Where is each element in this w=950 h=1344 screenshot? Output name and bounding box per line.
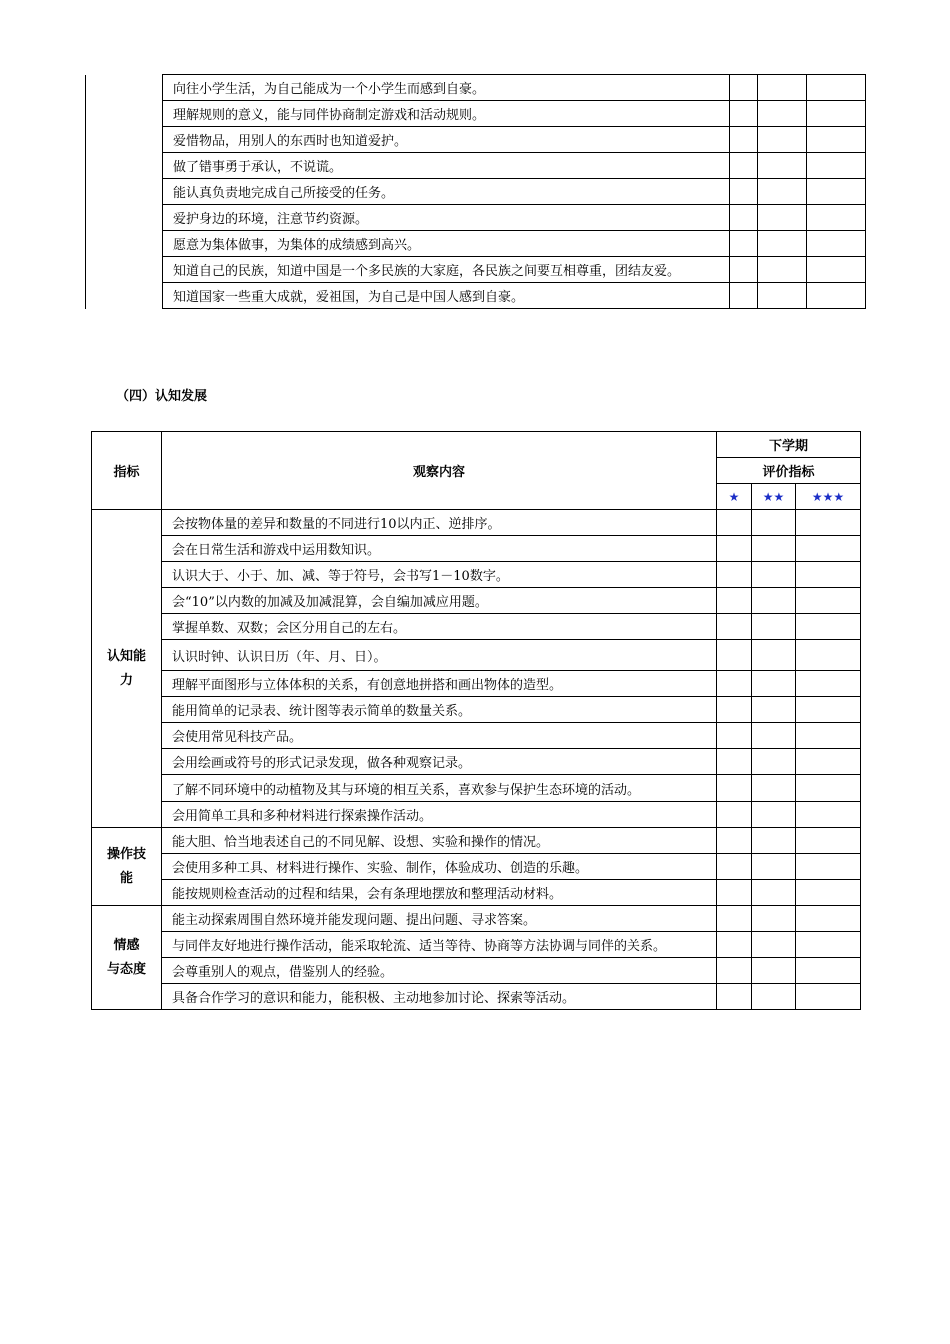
rating-cell-1[interactable]	[730, 205, 758, 231]
table-cognitive-development	[91, 431, 861, 1010]
rating-cell-1[interactable]	[717, 536, 752, 562]
rating-cell-3[interactable]	[807, 179, 866, 205]
rating-cell-2[interactable]	[752, 671, 796, 697]
table1-body	[86, 75, 866, 309]
table-row	[92, 932, 861, 958]
category-label: 认知能 力	[92, 510, 162, 828]
observation-text: 爱护身边的环境，注意节约资源。	[163, 205, 730, 231]
rating-cell-1[interactable]	[717, 510, 752, 536]
rating-cell-2[interactable]	[758, 283, 807, 309]
star-rating-3: ★★★	[796, 484, 861, 510]
observation-text: 会按物体量的差异和数量的不同进行10以内正、逆排序。	[162, 510, 717, 536]
rating-cell-3[interactable]	[807, 101, 866, 127]
rating-cell-1[interactable]	[717, 723, 752, 749]
table-row	[86, 75, 866, 101]
table-row	[92, 828, 861, 854]
table-row	[92, 880, 861, 906]
rating-cell-3[interactable]	[807, 75, 866, 101]
rating-cell-1[interactable]	[717, 880, 752, 906]
table-row	[92, 749, 861, 775]
header-semester: 下学期	[717, 432, 861, 458]
star-rating-1: ★	[717, 484, 752, 510]
category-label: 操作技 能	[92, 828, 162, 906]
rating-cell-2[interactable]	[752, 932, 796, 958]
table-row	[86, 257, 866, 283]
rating-cell-3[interactable]	[796, 932, 861, 958]
rating-cell-2[interactable]	[758, 101, 807, 127]
rating-cell-3[interactable]	[796, 958, 861, 984]
rating-cell-3[interactable]	[807, 127, 866, 153]
rating-cell-3[interactable]	[796, 828, 861, 854]
rating-cell-2[interactable]	[752, 749, 796, 775]
rating-cell-2[interactable]	[752, 802, 796, 828]
category-cell	[86, 75, 163, 309]
rating-cell-1[interactable]	[717, 562, 752, 588]
observation-text: 做了错事勇于承认，不说谎。	[163, 153, 730, 179]
table-row	[86, 283, 866, 309]
rating-cell-3[interactable]	[796, 802, 861, 828]
rating-cell-3[interactable]	[796, 854, 861, 880]
rating-cell-1[interactable]	[717, 958, 752, 984]
table-row	[86, 179, 866, 205]
rating-cell-3[interactable]	[796, 588, 861, 614]
rating-cell-1[interactable]	[717, 671, 752, 697]
rating-cell-1[interactable]	[717, 906, 752, 932]
category-label: 情感 与态度	[92, 906, 162, 1010]
rating-cell-2[interactable]	[752, 562, 796, 588]
table-row	[92, 984, 861, 1010]
table-row	[92, 588, 861, 614]
table-row	[92, 640, 861, 671]
rating-cell-1[interactable]	[717, 588, 752, 614]
rating-cell-2[interactable]	[752, 640, 796, 671]
rating-cell-2[interactable]	[758, 179, 807, 205]
observation-text: 会用简单工具和多种材料进行探索操作活动。	[162, 802, 717, 828]
table-row	[92, 536, 861, 562]
table-row	[86, 231, 866, 257]
table-row	[86, 153, 866, 179]
rating-cell-3[interactable]	[796, 614, 861, 640]
table-row	[92, 614, 861, 640]
rating-cell-1[interactable]	[717, 775, 752, 802]
observation-text: 能用简单的记录表、统计图等表示简单的数量关系。	[162, 697, 717, 723]
observation-text: 会尊重别人的观点，借鉴别人的经验。	[162, 958, 717, 984]
observation-text: 认识大于、小于、加、减、等于符号，会书写1－10数字。	[162, 562, 717, 588]
rating-cell-3[interactable]	[807, 231, 866, 257]
rating-cell-2[interactable]	[758, 205, 807, 231]
table-row	[92, 958, 861, 984]
rating-cell-3[interactable]	[796, 697, 861, 723]
table-row	[86, 205, 866, 231]
observation-text: 知道国家一些重大成就，爱祖国，为自己是中国人感到自豪。	[163, 283, 730, 309]
observation-text: 会使用常见科技产品。	[162, 723, 717, 749]
rating-cell-1[interactable]	[717, 614, 752, 640]
rating-cell-3[interactable]	[796, 906, 861, 932]
rating-cell-2[interactable]	[752, 828, 796, 854]
rating-cell-3[interactable]	[796, 984, 861, 1010]
rating-cell-2[interactable]	[752, 697, 796, 723]
observation-text: 掌握单数、双数；会区分用自己的左右。	[162, 614, 717, 640]
rating-cell-1[interactable]	[717, 828, 752, 854]
rating-cell-3[interactable]	[796, 640, 861, 671]
table-row	[92, 697, 861, 723]
table-row	[92, 671, 861, 697]
section-title: （四）认知发展	[116, 389, 208, 404]
rating-cell-2[interactable]	[752, 880, 796, 906]
header-indicator: 指标	[92, 432, 162, 510]
rating-cell-2[interactable]	[752, 958, 796, 984]
observation-text: 能按规则检查活动的过程和结果，会有条理地摆放和整理活动材料。	[162, 880, 717, 906]
header-row-semester	[92, 432, 861, 458]
rating-cell-1[interactable]	[730, 179, 758, 205]
star-rating-2: ★★	[752, 484, 796, 510]
observation-text: 爱惜物品，用别人的东西时也知道爱护。	[163, 127, 730, 153]
table-social-development-continued	[85, 74, 866, 309]
rating-cell-1[interactable]	[730, 127, 758, 153]
rating-cell-1[interactable]	[730, 101, 758, 127]
table-row	[92, 510, 861, 536]
rating-cell-2[interactable]	[752, 588, 796, 614]
rating-cell-3[interactable]	[796, 749, 861, 775]
rating-cell-2[interactable]	[752, 723, 796, 749]
rating-cell-2[interactable]	[758, 153, 807, 179]
rating-cell-1[interactable]	[717, 854, 752, 880]
rating-cell-2[interactable]	[758, 257, 807, 283]
observation-text: 理解规则的意义，能与同伴协商制定游戏和活动规则。	[163, 101, 730, 127]
header-content: 观察内容	[162, 432, 717, 510]
header-evaluation: 评价指标	[717, 458, 861, 484]
rating-cell-2[interactable]	[758, 231, 807, 257]
rating-cell-1[interactable]	[730, 231, 758, 257]
observation-text: 了解不同环境中的动植物及其与环境的相互关系，喜欢参与保护生态环境的活动。	[162, 775, 717, 802]
table-row	[92, 854, 861, 880]
table-row	[92, 802, 861, 828]
rating-cell-2[interactable]	[752, 906, 796, 932]
rating-cell-2[interactable]	[752, 536, 796, 562]
rating-cell-3[interactable]	[796, 536, 861, 562]
rating-cell-1[interactable]	[717, 932, 752, 958]
rating-cell-2[interactable]	[752, 614, 796, 640]
rating-cell-1[interactable]	[730, 75, 758, 101]
observation-text: 认识时钟、认识日历（年、月、日）。	[162, 640, 717, 671]
rating-cell-1[interactable]	[717, 697, 752, 723]
rating-cell-3[interactable]	[796, 671, 861, 697]
observation-text: 与同伴友好地进行操作活动，能采取轮流、适当等待、协商等方法协调与同伴的关系。	[162, 932, 717, 958]
observation-text: 能认真负责地完成自己所接受的任务。	[163, 179, 730, 205]
rating-cell-2[interactable]	[758, 75, 807, 101]
rating-cell-3[interactable]	[807, 205, 866, 231]
rating-cell-3[interactable]	[796, 562, 861, 588]
rating-cell-2[interactable]	[752, 775, 796, 802]
table-row	[86, 127, 866, 153]
rating-cell-2[interactable]	[752, 510, 796, 536]
rating-cell-2[interactable]	[758, 127, 807, 153]
rating-cell-1[interactable]	[717, 640, 752, 671]
rating-cell-3[interactable]	[796, 775, 861, 802]
rating-cell-3[interactable]	[796, 510, 861, 536]
table-row	[92, 906, 861, 932]
rating-cell-1[interactable]	[717, 749, 752, 775]
table-row	[92, 723, 861, 749]
observation-text: 会用绘画或符号的形式记录发现，做各种观察记录。	[162, 749, 717, 775]
rating-cell-2[interactable]	[752, 854, 796, 880]
observation-text: 会“10”以内数的加减及加减混算，会自编加减应用题。	[162, 588, 717, 614]
observation-text: 会在日常生活和游戏中运用数知识。	[162, 536, 717, 562]
observation-text: 能主动探索周围自然环境并能发现问题、提出问题、寻求答案。	[162, 906, 717, 932]
observation-text: 具备合作学习的意识和能力，能积极、主动地参加讨论、探索等活动。	[162, 984, 717, 1010]
rating-cell-3[interactable]	[796, 880, 861, 906]
rating-cell-3[interactable]	[796, 723, 861, 749]
rating-cell-1[interactable]	[730, 257, 758, 283]
table-row	[92, 562, 861, 588]
rating-cell-2[interactable]	[752, 984, 796, 1010]
table2-body	[92, 432, 861, 1010]
rating-cell-1[interactable]	[717, 802, 752, 828]
observation-text: 向往小学生活，为自己能成为一个小学生而感到自豪。	[163, 75, 730, 101]
rating-cell-1[interactable]	[717, 984, 752, 1010]
observation-text: 愿意为集体做事，为集体的成绩感到高兴。	[163, 231, 730, 257]
rating-cell-3[interactable]	[807, 153, 866, 179]
rating-cell-1[interactable]	[730, 283, 758, 309]
observation-text: 理解平面图形与立体体积的关系，有创意地拼搭和画出物体的造型。	[162, 671, 717, 697]
observation-text: 知道自己的民族，知道中国是一个多民族的大家庭，各民族之间要互相尊重，团结友爱。	[163, 257, 730, 283]
rating-cell-3[interactable]	[807, 283, 866, 309]
observation-text: 会使用多种工具、材料进行操作、实验、制作，体验成功、创造的乐趣。	[162, 854, 717, 880]
rating-cell-1[interactable]	[730, 153, 758, 179]
table-row	[92, 775, 861, 802]
table-row	[86, 101, 866, 127]
observation-text: 能大胆、恰当地表述自己的不同见解、设想、实验和操作的情况。	[162, 828, 717, 854]
rating-cell-3[interactable]	[807, 257, 866, 283]
